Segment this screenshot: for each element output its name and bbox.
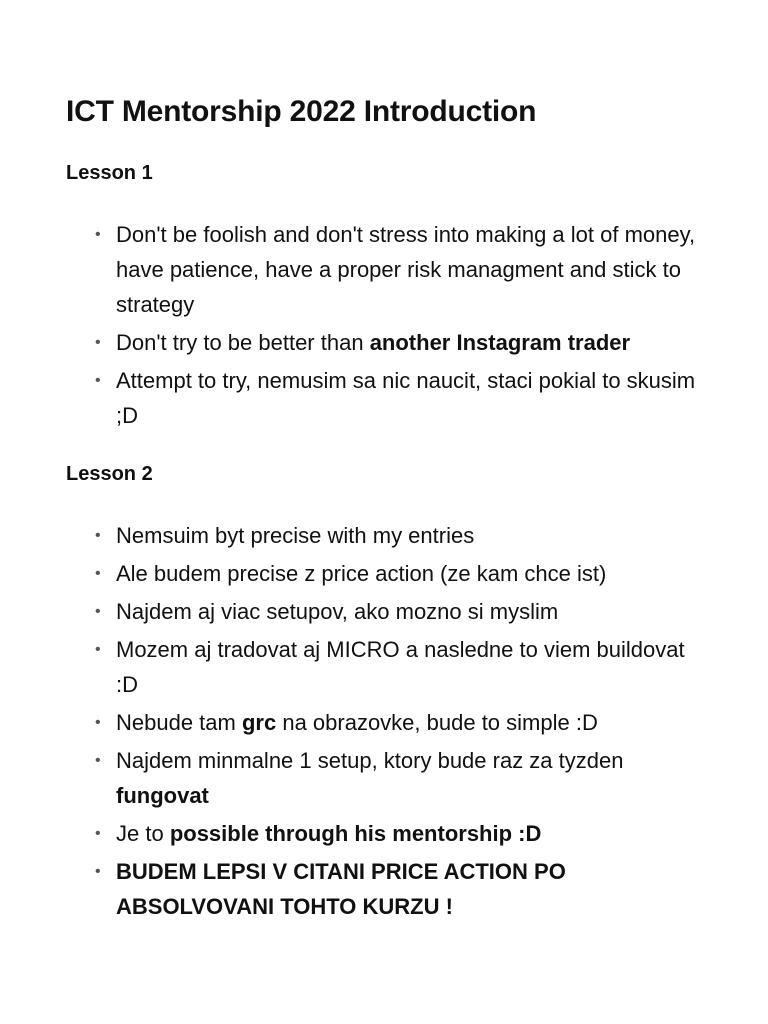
list-item: [95, 556, 708, 591]
bullet-icon: •: [95, 641, 101, 658]
list-item-bold-text: another Instagram trader: [369, 330, 631, 355]
list-item: [95, 705, 708, 740]
list-item: [95, 743, 708, 813]
list-item-text: Je to: [116, 821, 170, 846]
lesson-1-heading: Lesson 1: [66, 162, 153, 184]
list-item: [95, 632, 708, 702]
list-item-bold-text: possible through his mentorship :D: [169, 821, 542, 846]
bullet-icon: •: [95, 863, 101, 880]
bullet-icon: •: [95, 334, 101, 351]
lesson-1-list: [66, 217, 708, 433]
bullet-icon: •: [95, 752, 101, 769]
list-item: [95, 594, 708, 629]
list-item-text: Nebude tam: [116, 710, 242, 735]
list-item-bold-text: fungovat: [116, 783, 209, 808]
list-item-bold-text: grc: [241, 710, 277, 735]
bullet-icon: •: [95, 603, 101, 620]
lesson-2-heading: Lesson 2: [66, 463, 153, 485]
list-item-text: Nemsuim byt precise with my entries: [116, 523, 475, 548]
list-item-text: Attempt to try, nemusim sa nic naucit, staci pokial to skusim ;D: [116, 368, 696, 428]
list-item: [95, 854, 708, 924]
list-item-text: na obrazovke, bude to simple :D: [276, 710, 598, 735]
list-item: [95, 518, 708, 553]
list-item: [95, 325, 708, 360]
bullet-icon: •: [95, 565, 101, 582]
list-item: [95, 363, 708, 433]
list-item-text: Najdem minmalne 1 setup, ktory bude raz za tyzden: [116, 748, 624, 773]
list-item-text: Mozem aj tradovat aj MICRO a nasledne to viem buildovat :D: [116, 637, 685, 697]
page-title: ICT Mentorship 2022 Introduction: [66, 95, 537, 128]
list-item-text: Don't try to be better than: [116, 330, 370, 355]
list-item-text: Najdem aj viac setupov, ako mozno si myslim: [116, 599, 559, 624]
bullet-icon: •: [95, 372, 101, 389]
list-item-text: Don't be foolish and don't stress into making a lot of money, have patience, have a proper risk managment and stick to strategy: [116, 222, 696, 317]
list-item-bold-text: BUDEM LEPSI V CITANI PRICE ACTION PO ABSOLVOVANI TOHTO KURZU !: [116, 859, 566, 919]
list-item-text: Ale budem precise z price action (ze kam chce ist): [116, 561, 607, 586]
lesson-2-list: [66, 518, 708, 924]
bullet-icon: •: [95, 714, 101, 731]
list-item: [95, 217, 708, 322]
bullet-icon: •: [95, 527, 101, 544]
list-item: [95, 816, 708, 851]
bullet-icon: •: [95, 825, 101, 842]
bullet-icon: •: [95, 226, 101, 243]
